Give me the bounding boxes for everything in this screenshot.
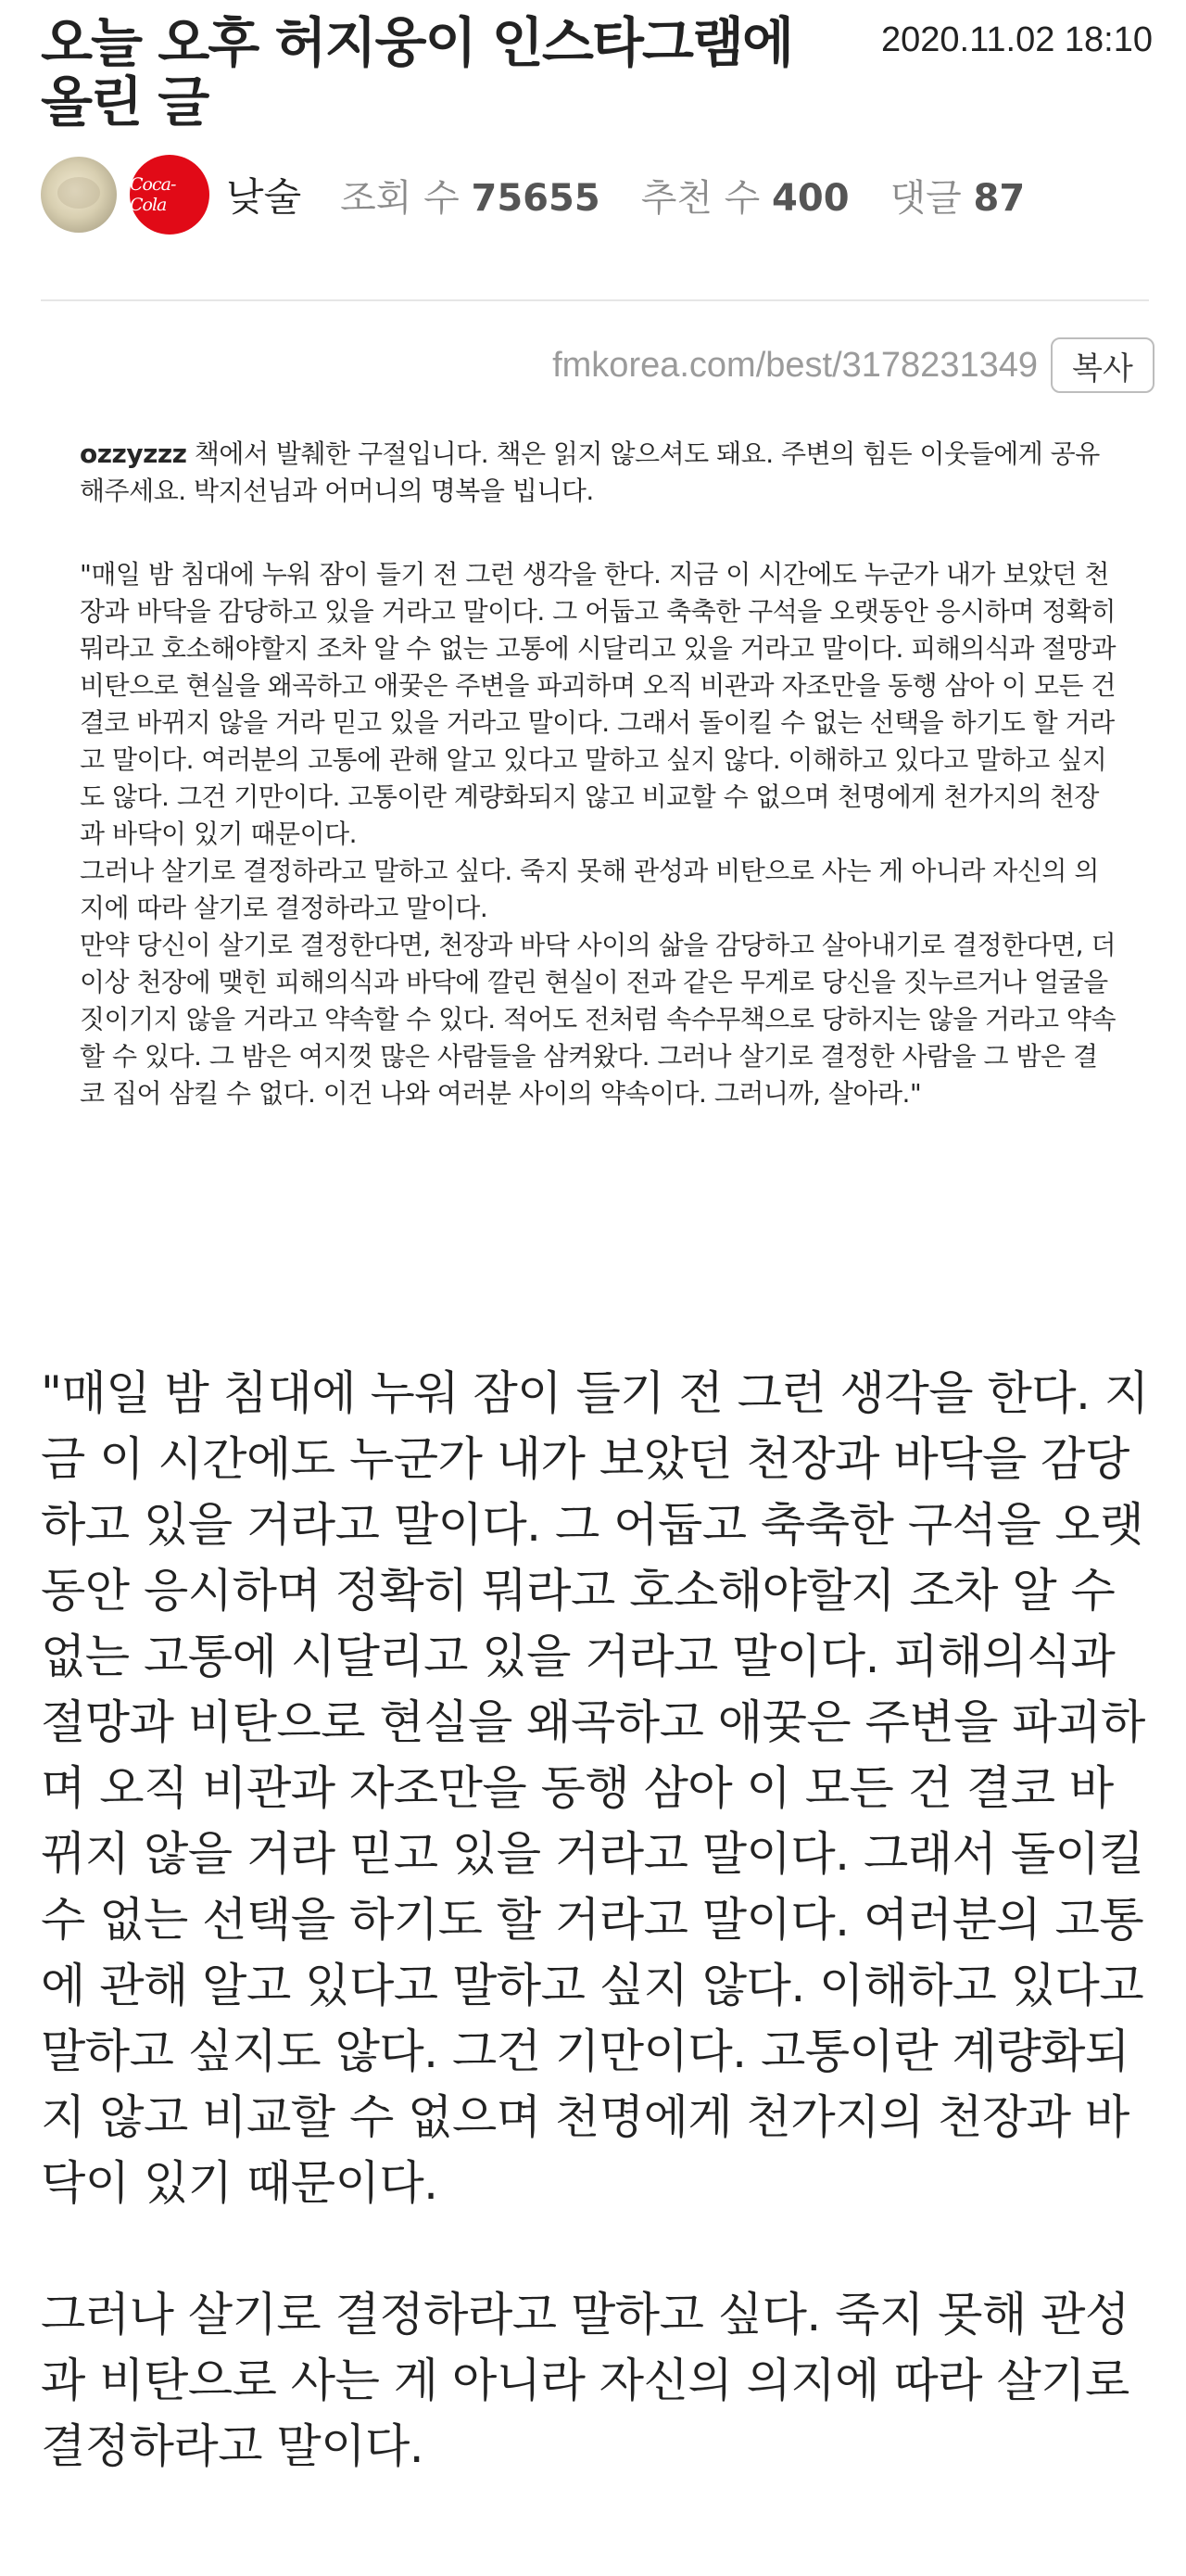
post-title: 오늘 오후 허지웅이 인스타그램에 올린 글	[41, 11, 792, 133]
instagram-caption	[80, 436, 1117, 510]
post-url-row	[552, 337, 1154, 393]
instagram-paragraph: 만약 당신이 살기로 결정한다면, 천장과 바닥 사이의 삶을 감당하고 살아내기로 결정한다면, 더 이상 천장에 맺힌 피해의식과 바닥에 깔린 현실이 전과 같은 무게로 당신을 짓누르거나 얼굴을 짓이기지 않을 거라고 약속할 수 있다. 적어도 전처럼 속수무책으로 당하지는 않을 거라고 약속할 수 있다. 그 밤은 여지껏 많은 사람들을 삼켜왔다. 그러나 살기로 결정한 사람을 그 밤은 결코 집어 삼킬 수 없다. 이건 나와 여러분 사이의 약속이다. 그러니까, 살아라."	[80, 930, 1117, 1109]
copy-url-button[interactable]: 복사	[1051, 337, 1154, 393]
view-count	[340, 169, 600, 222]
author-name[interactable]: 낮술	[226, 174, 302, 220]
instagram-caption-text: 책에서 발췌한 구절입니다. 책은 읽지 않으셔도 돼요. 주변의 힘든 이웃들에게 공유해주세요. 박지선님과 어머니의 명복을 빕니다.	[80, 438, 1100, 506]
post-body	[41, 1361, 1153, 2480]
body-paragraph: "매일 밤 침대에 누워 잠이 들기 전 그런 생각을 한다. 지금 이 시간에도 누군가 내가 보았던 천장과 바닥을 감당하고 있을 거라고 말이다. 그 어둡고 축축한 구석을 오랫동안 응시하며 정확히 뭐라고 호소해야할지 조차 알 수 없는 고통에 시달리고 있을 거라고 말이다. 피해의식과 절망과 비탄으로 현실을 왜곡하고 애꿎은 주변을 파괴하며 오직 비관과 자조만을 동행 삼아 이 모든 건 결코 바뀌지 않을 거라 믿고 있을 거라고 말이다. 그래서 돌이킬 수 없는 선택을 하기도 할 거라고 말이다. 여러분의 고통에 관해 알고 있다고 말하고 싶지 않다. 이해하고 있다고 말하고 싶지도 않다. 그건 기만이다. 고통이란 계량화되지 않고 비교할 수 없으며 천명에게 천가지의 천장과 바닥이 있기 때문이다.	[41, 1366, 1149, 2210]
instagram-paragraph: 그러나 살기로 결정하라고 말하고 싶다. 죽지 못해 관성과 비탄으로 사는 게 아니라 자신의 의지에 따라 살기로 결정하라고 말이다.	[80, 856, 1099, 923]
like-count	[641, 169, 850, 222]
comment-count[interactable]	[890, 169, 1026, 222]
comment-count-value: 87	[973, 176, 1026, 220]
post-date: 2020.11.02 18:10	[880, 20, 1153, 59]
instagram-post-image	[80, 436, 1117, 1112]
instagram-username: ozzyzzz	[80, 438, 187, 469]
avatar[interactable]	[130, 155, 209, 235]
post-url[interactable]: fmkorea.com/best/3178231349	[552, 345, 1038, 385]
body-paragraph: 그러나 살기로 결정하라고 말하고 싶다. 죽지 못해 관성과 비탄으로 사는 게 아니라 자신의 의지에 따라 살기로 결정하라고 말이다.	[41, 2288, 1129, 2473]
view-count-value: 75655	[471, 176, 600, 220]
view-count-label: 조회 수	[340, 176, 460, 220]
instagram-quote	[80, 556, 1117, 1112]
post-meta	[41, 156, 1066, 234]
avatar-logo-text: Coca-Cola	[130, 174, 176, 215]
user-level-icon	[41, 157, 117, 233]
like-count-value: 400	[772, 176, 850, 220]
instagram-paragraph: "매일 밤 침대에 누워 잠이 들기 전 그런 생각을 한다. 지금 이 시간에도 누군가 내가 보았던 천장과 바닥을 감당하고 있을 거라고 말이다. 그 어둡고 축축한 구석을 오랫동안 응시하며 정확히 뭐라고 호소해야할지 조차 알 수 없는 고통에 시달리고 있을 거라고 말이다. 피해의식과 절망과 비탄으로 현실을 왜곡하고 애꿎은 주변을 파괴하며 오직 비관과 자조만을 동행 삼아 이 모든 건 결코 바뀌지 않을 거라 믿고 있을 거라고 말이다. 그래서 돌이킬 수 없는 선택을 하기도 할 거라고 말이다. 여러분의 고통에 관해 알고 있다고 말하고 싶지 않다. 이해하고 있다고 말하고 싶지도 않다. 그건 기만이다. 고통이란 계량화되지 않고 비교할 수 없으며 천명에게 천가지의 천장과 바닥이 있기 때문이다.	[80, 559, 1117, 849]
like-count-label: 추천 수	[640, 176, 761, 220]
header-divider	[41, 299, 1149, 301]
comment-count-label: 댓글	[890, 176, 962, 220]
